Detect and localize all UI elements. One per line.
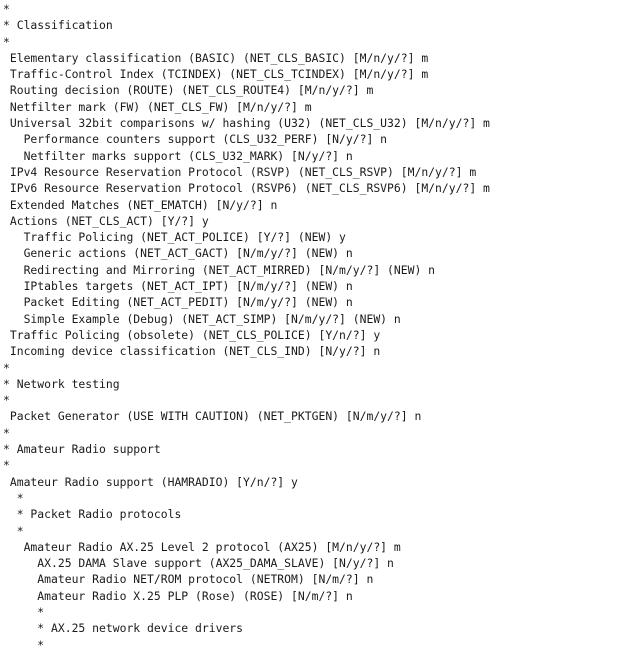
console-line: IPtables targets (NET_ACT_IPT) [N/m/y/?] (NEW) n [3, 279, 353, 294]
console-line: Generic actions (NET_ACT_GACT) [N/m/y/?] (NEW) n [3, 246, 353, 261]
console-line: Redirecting and Mirroring (NET_ACT_MIRRED) [N/m/y/?] (NEW) n [3, 262, 436, 277]
console-line: * [3, 2, 10, 16]
console-line: Universal 32bit comparisons w/ hashing (U32) (NET_CLS_U32) [M/n/y/?] m [3, 116, 490, 131]
console-line: * [3, 34, 10, 49]
console-line: Amateur Radio AX.25 Level 2 protocol (AX25) [M/n/y/?] m [3, 539, 401, 554]
console-line: IPv4 Resource Reservation Protocol (RSVP) (NET_CLS_RSVP) [M/n/y/?] m [3, 164, 477, 179]
console-line: * Packet Radio protocols [3, 507, 182, 522]
console-line: Incoming device classification (NET_CLS_IND) [N/y/?] n [3, 344, 381, 359]
console-line: Performance counters support (CLS_U32_PERF) [N/y/?] n [3, 132, 388, 147]
console-line: Netfilter marks support (CLS_U32_MARK) [N/y/?] n [3, 148, 353, 163]
console-line: Amateur Radio support (HAMRADIO) [Y/n/?] y [3, 474, 298, 489]
console-line: Netfilter mark (FW) (NET_CLS_FW) [M/n/y/?] m [3, 99, 312, 114]
console-line: * Network testing [3, 376, 120, 391]
console-line: Packet Editing (NET_ACT_PEDIT) [N/m/y/?] (NEW) n [3, 295, 353, 310]
console-line: * [3, 393, 10, 408]
console-output [3, 1, 490, 653]
console-line: * [3, 490, 24, 505]
console-line: Traffic Policing (NET_ACT_POLICE) [Y/?] (NEW) y [3, 230, 346, 245]
console-line: IPv6 Resource Reservation Protocol (RSVP6) (NET_CLS_RSVP6) [M/n/y/?] m [3, 181, 490, 196]
console-line: Packet Generator (USE WITH CAUTION) (NET_PKTGEN) [N/m/y/?] n [3, 409, 422, 424]
console-line: * [3, 425, 10, 440]
console-line: Elementary classification (BASIC) (NET_CLS_BASIC) [M/n/y/?] m [3, 50, 429, 65]
console-line: Actions (NET_CLS_ACT) [Y/?] y [3, 213, 209, 228]
console-line: * [3, 458, 10, 473]
console-line: AX.25 DAMA Slave support (AX25_DAMA_SLAVE) [N/y/?] n [3, 556, 394, 571]
console-line: * AX.25 network device drivers [3, 621, 244, 636]
console-line: * [3, 360, 10, 375]
console-line: Routing decision (ROUTE) (NET_CLS_ROUTE4) [M/n/y/?] m [3, 83, 374, 98]
console-line: Amateur Radio X.25 PLP (Rose) (ROSE) [N/m/?] n [3, 588, 353, 603]
console-line: Traffic-Control Index (TCINDEX) (NET_CLS_TCINDEX) [M/n/y/?] m [3, 67, 429, 82]
console-line: * [3, 604, 45, 619]
console-line: Traffic Policing (obsolete) (NET_CLS_POLICE) [Y/n/?] y [3, 327, 381, 342]
console-line: Simple Example (Debug) (NET_ACT_SIMP) [N/m/y/?] (NEW) n [3, 311, 401, 326]
console-line: * Classification [3, 18, 113, 33]
console-line: * Amateur Radio support [3, 442, 161, 457]
console-line: * [3, 637, 45, 652]
console-line: Amateur Radio NET/ROM protocol (NETROM) [N/m/?] n [3, 572, 374, 587]
console-line: * [3, 523, 24, 538]
console-line: Extended Matches (NET_EMATCH) [N/y/?] n [3, 197, 278, 212]
